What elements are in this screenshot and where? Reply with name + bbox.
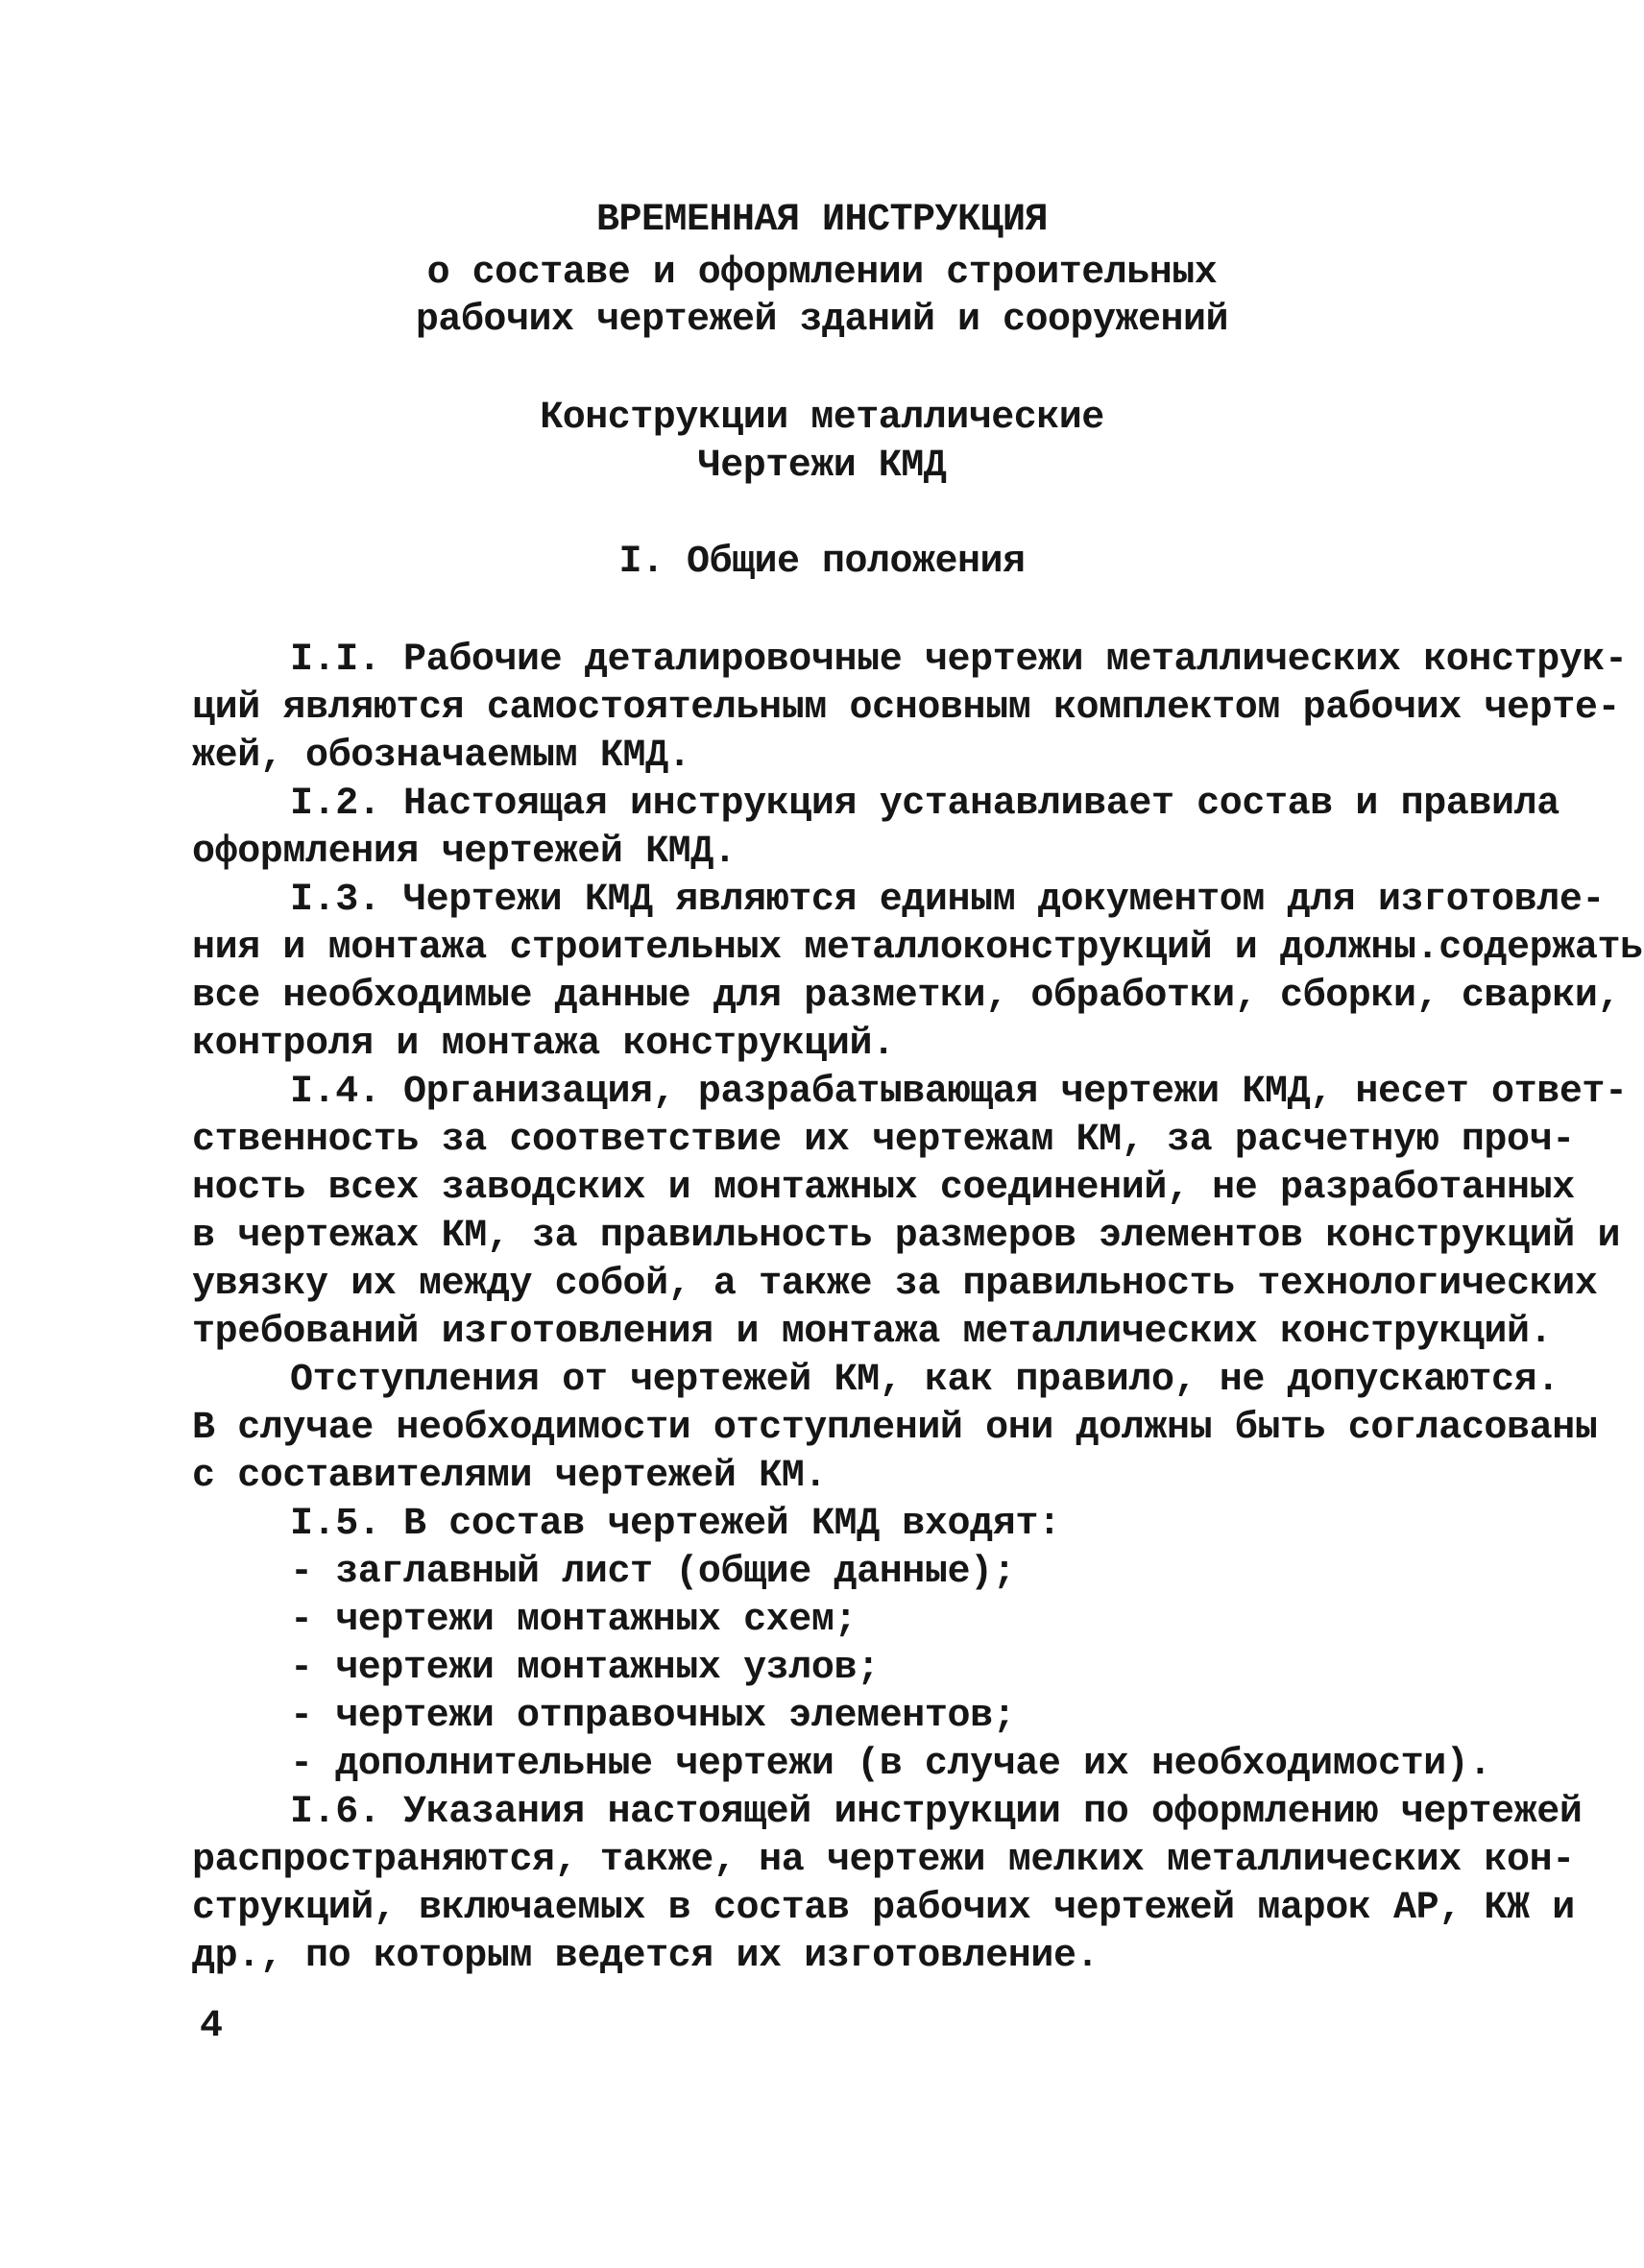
paragraph-line: ций являются самостоятельным основным комплектом рабочих черте- — [192, 687, 1621, 730]
paragraph-line: распространяются, также, на чертежи мелких металлических кон- — [192, 1839, 1575, 1882]
paragraph-line: В случае необходимости отступлений они должны быть согласованы — [192, 1407, 1598, 1450]
paragraph-line: струкций, включаемых в состав рабочих чертежей марок АР, КЖ и — [192, 1887, 1575, 1930]
paragraph-line: др., по которым ведется их изготовление. — [192, 1935, 1100, 1978]
paragraph-line: Отступления от чертежей КМ, как правило, не допускаются. — [290, 1359, 1559, 1402]
document-subtitle-line: рабочих чертежей зданий и сооружений — [415, 299, 1229, 342]
paragraph-line: в чертежах КМ, за правильность размеров элементов конструкций и — [192, 1215, 1621, 1258]
paragraph-line: требований изготовления и монтажа металлических конструкций. — [192, 1311, 1553, 1354]
paragraph-line: I.2. Настоящая инструкция устанавливает состав и правила — [290, 783, 1559, 826]
paragraph-line: жей, обозначаемым КМД. — [192, 735, 691, 778]
paragraph-line: I.4. Организация, разрабатывающая чертежи КМД, несет ответ- — [290, 1071, 1628, 1114]
paragraph-line: I.5. В состав чертежей КМД входят: — [290, 1503, 1061, 1546]
page-number: 4 — [200, 2005, 224, 2048]
section-title: Конструкции металлические — [540, 397, 1104, 440]
paragraph-line: I.3. Чертежи КМД являются единым документом для изготовле- — [290, 879, 1606, 922]
paragraph-line: все необходимые данные для разметки, обработки, сборки, сварки, — [192, 975, 1621, 1018]
paragraph-line: ственность за соответствие их чертежам КМ, за расчетную проч- — [192, 1119, 1575, 1162]
list-item: - заглавный лист (общие данные); — [290, 1551, 1016, 1594]
paragraph-line: I.6. Указания настоящей инструкции по оформлению чертежей — [290, 1791, 1583, 1834]
list-item: - чертежи отправочных элементов; — [290, 1695, 1016, 1738]
paragraph-line: оформления чертежей КМД. — [192, 831, 737, 874]
document-title: ВРЕМЕННАЯ ИНСТРУКЦИЯ — [595, 199, 1049, 242]
paragraph-line: контроля и монтажа конструкций. — [192, 1023, 895, 1066]
list-item: - дополнительные чертежи (в случае их необходимости). — [290, 1743, 1492, 1786]
paragraph-line: ния и монтажа строительных металлоконструкций и должны.содержать — [192, 927, 1643, 970]
section-subtitle: Чертежи КМД — [697, 445, 947, 488]
list-item: - чертежи монтажных узлов; — [290, 1647, 880, 1690]
paragraph-line: ность всех заводских и монтажных соединений, не разработанных — [192, 1167, 1575, 1210]
paragraph-line: увязку их между собой, а также за правильность технологических — [192, 1263, 1598, 1306]
list-item: - чертежи монтажных схем; — [290, 1599, 858, 1642]
chapter-heading: I. Общие положения — [618, 541, 1026, 584]
paragraph-line: с составителями чертежей КМ. — [192, 1455, 827, 1498]
document-subtitle-line: о составе и оформлении строительных — [426, 252, 1218, 295]
paragraph-line: I.I. Рабочие деталировочные чертежи металлических конструк- — [290, 639, 1628, 682]
